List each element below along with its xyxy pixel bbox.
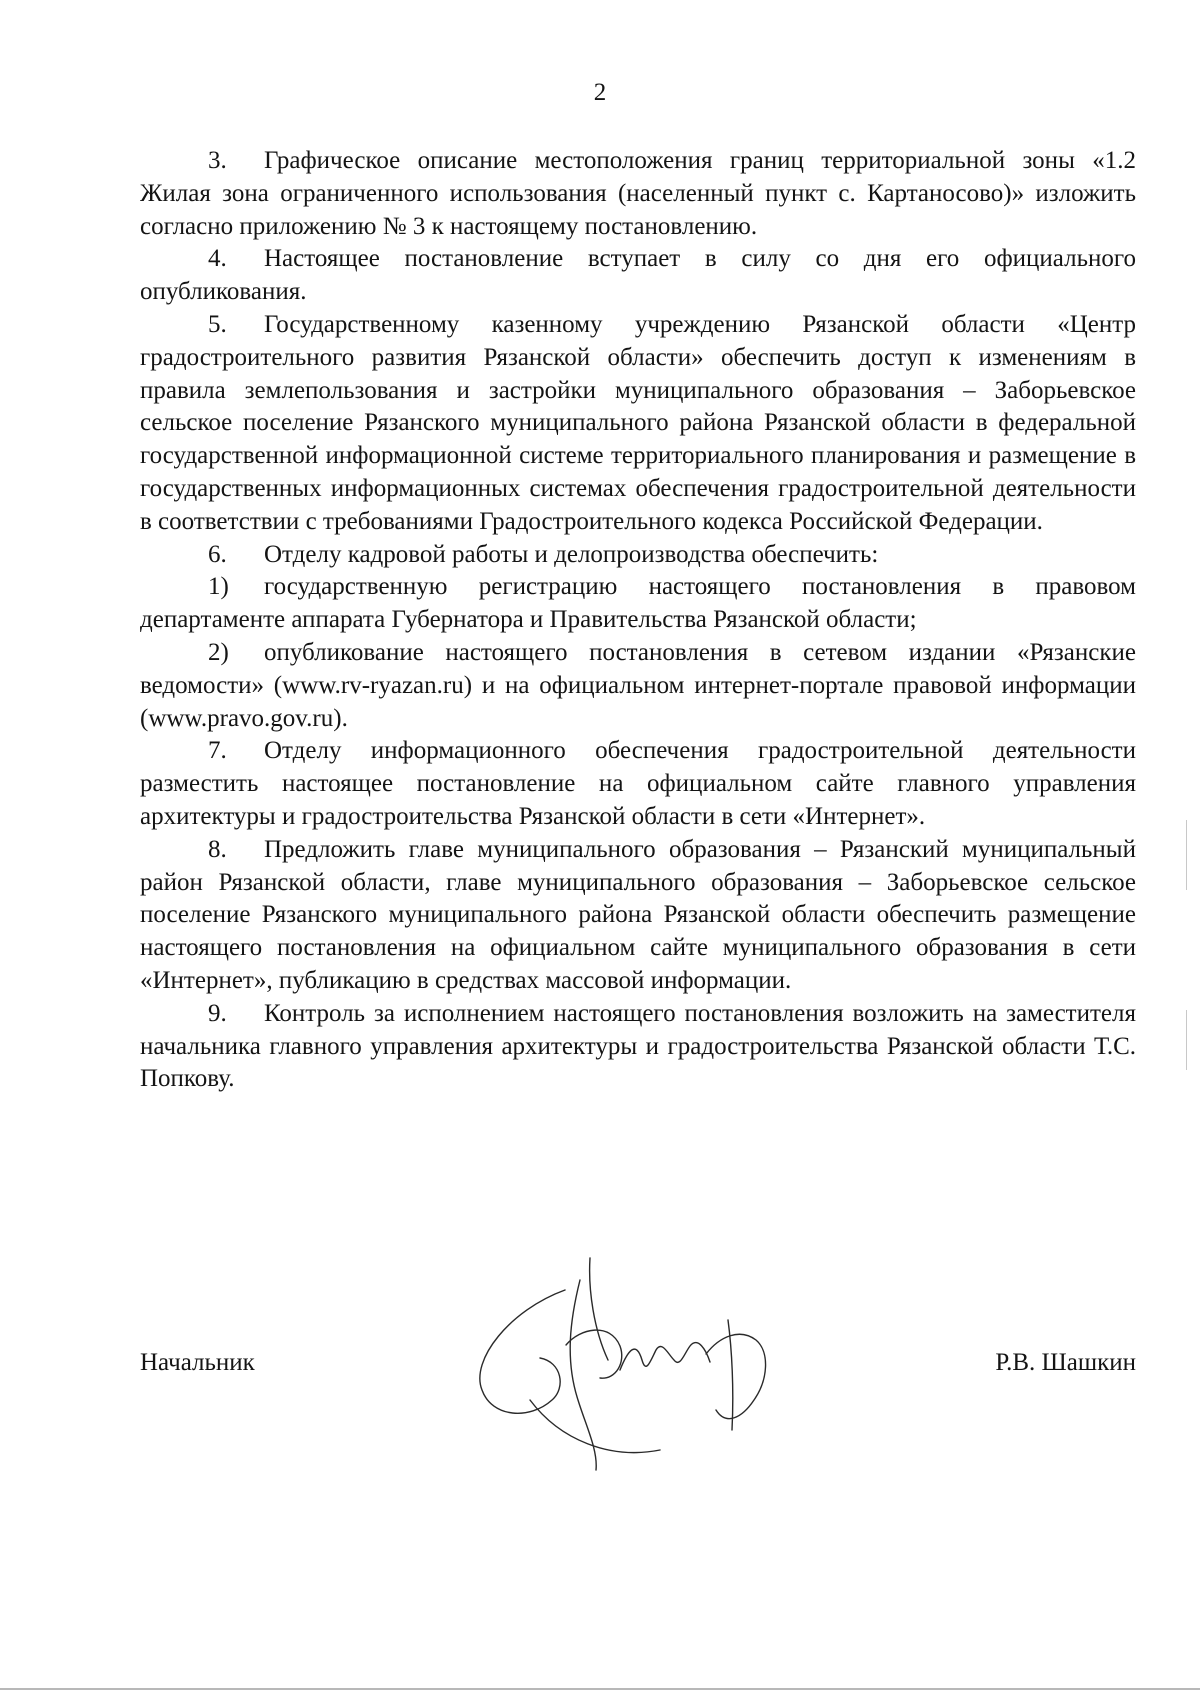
subitem-number: 2) [208, 638, 229, 666]
scan-margin-mark [1186, 820, 1187, 890]
paragraph-text: Отделу информационного обеспечения градостроительной деятельности разместить настоящее постановление на официальном сайте главного управления архитектуры и градостроительства Рязанской области в сети «Интернет». [140, 737, 1136, 830]
subitem-text: государственную регистрацию настоящего постановления в правовом департаменте аппарата Губернатора и Правительства Рязанской области; [140, 573, 1136, 634]
paragraph-text: Предложить главе муниципального образования – Рязанский муниципальный район Рязанской области, главе муниципального образования – Заборьевское сельское поселение Рязанского муниципального района Рязанской области обеспечить размещение настоящего постановления на официальном сайте муниципального образования в сети «Интернет», публикацию в средствах массовой информации. [140, 835, 1136, 994]
page-number: 2 [593, 79, 607, 106]
subitem-number: 1) [208, 573, 229, 601]
paragraph-4 [140, 243, 1136, 309]
paragraph-text: Контроль за исполнением настоящего постановления возложить на заместителя начальника главного управления архитектуры и градостроительства Рязанской области Т.С. Попкову. [140, 999, 1136, 1093]
paragraph-9 [140, 998, 1136, 1096]
subitem-2 [140, 637, 1136, 735]
paragraph-text: Отделу кадровой работы и делопроизводства обеспечить: [264, 540, 879, 568]
paragraph-8 [140, 834, 1136, 998]
paragraph-text: Государственному казенному учреждению Рязанской области «Центр градостроительного развития Рязанской области» обеспечить доступ к изменениям в правила землепользования и застройки муниципального образования – Заборьевское сельское поселение Рязанского муниципального района Рязанской области в федеральной государственной информационной системе территориального планирования и размещение в государственных информационных системах обеспечения градостроительной деятельности в соответствии с требованиями Градостроительного кодекса Российской Федерации. [140, 310, 1136, 535]
signatory-name: Р.В. Шашкин [995, 1349, 1136, 1376]
signatory-title: Начальник [140, 1349, 255, 1376]
scan-margin-mark [1186, 1010, 1187, 1070]
paragraph-6 [140, 539, 1136, 572]
paragraph-number: 9. [208, 999, 227, 1027]
signature-block [140, 1346, 1136, 1382]
paragraph-7 [140, 735, 1136, 833]
paragraph-3 [140, 145, 1136, 243]
document-body [140, 145, 1136, 1096]
paragraph-number: 7. [208, 737, 227, 765]
paragraph-5 [140, 309, 1136, 539]
subitem-1 [140, 571, 1136, 637]
scan-bottom-edge [0, 1688, 1200, 1690]
paragraph-number: 3. [208, 147, 227, 174]
subitem-text: опубликование настоящего постановления в сетевом издании «Рязанские ведомости» (www.rv-ryazan.ru) и на официальном интернет-портале правовой информации (www.pravo.gov.ru). [140, 638, 1136, 732]
paragraph-number: 4. [208, 245, 227, 273]
paragraph-text: Графическое описание местоположения границ территориальной зоны «1.2 Жилая зона ограниченного использования (населенный пункт с. Картаносово)» изложить согласно приложению № 3 к настоящему постановлению. [140, 147, 1136, 240]
paragraph-number: 8. [208, 835, 227, 863]
paragraph-number: 6. [208, 540, 227, 568]
paragraph-text: Настоящее постановление вступает в силу со дня его официального опубликования. [140, 245, 1136, 306]
paragraph-number: 5. [208, 310, 227, 338]
